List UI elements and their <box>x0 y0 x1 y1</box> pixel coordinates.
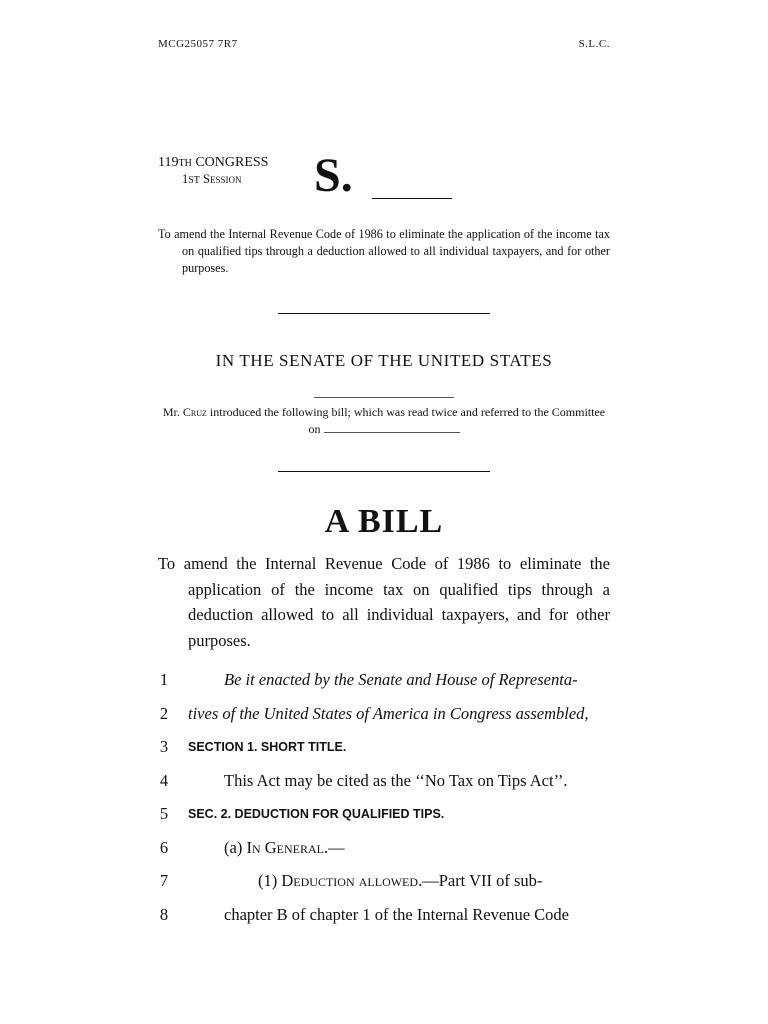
section-2-heading: SEC. 2. DEDUCTION FOR QUALIFIED TIPS. <box>188 807 445 821</box>
document-id: MCG25057 7R7 <box>158 38 238 50</box>
subsection-a-heading <box>224 838 345 858</box>
thin-divider <box>314 397 454 398</box>
paragraph-label: (1) <box>258 871 278 890</box>
congress-number <box>158 155 268 172</box>
divider-rule <box>278 471 490 472</box>
subsection-title: In General <box>246 838 324 857</box>
congress-word: CONGRESS <box>195 155 269 170</box>
session-number <box>182 172 242 187</box>
congress-num-suffix: TH <box>178 158 192 169</box>
short-title-text: This Act may be cited as the ‘‘No Tax on Tips Act’’. <box>224 771 568 790</box>
senate-heading: IN THE SENATE OF THE UNITED STATES <box>215 351 553 370</box>
sponsor-prefix: Mr. <box>162 405 180 419</box>
line-number: 8 <box>159 905 169 924</box>
congress-num: 119 <box>158 155 179 170</box>
enacting-clause-line-1: Be it enacted by the Senate and House of Representa- <box>224 670 578 689</box>
subsection-dash: .— <box>323 838 345 857</box>
line-number: 3 <box>159 737 169 756</box>
line-number: 1 <box>159 670 169 689</box>
purpose-summary: To amend the Internal Revenue Code of 1986 to eliminate the application of the income tax on qualified tips through a deduction allowed to all individual taxpayers, and for other purposes. <box>158 227 610 275</box>
session-num: 1 <box>182 172 189 186</box>
paragraph-1-continued: chapter B of chapter 1 of the Internal Revenue Code <box>224 905 569 924</box>
line-number: 7 <box>159 871 169 890</box>
bill-number-blank <box>372 198 452 199</box>
sponsor-name: Cruz <box>182 405 207 419</box>
bill-purpose: To amend the Internal Revenue Code of 1986 to eliminate the application of the income tax on qualified tips through a deduction allowed to all individual taxpayers, and for other purposes. <box>158 554 610 650</box>
divider-rule <box>278 313 490 314</box>
subsection-label: (a) <box>224 838 243 857</box>
bill-title: A BILL <box>324 503 444 540</box>
introduction-statement <box>158 404 610 438</box>
line-number: 5 <box>159 804 169 823</box>
senate-bill-mark: S. <box>314 149 353 202</box>
introduction-text: introduced the following bill; which was read twice and referred to the Committee on <box>209 405 606 436</box>
line-number: 2 <box>159 704 169 723</box>
paragraph-1-heading <box>258 871 542 891</box>
session-word: Session <box>203 172 242 186</box>
paragraph-text: .—Part VII of sub- <box>418 871 543 890</box>
committee-blank <box>324 422 460 433</box>
slc-label: S.L.C. <box>578 38 610 50</box>
paragraph-title: Deduction allowed <box>281 871 419 890</box>
session-num-suffix: ST <box>188 175 200 186</box>
line-number: 4 <box>159 771 169 790</box>
line-number: 6 <box>159 838 169 857</box>
enacting-clause-line-2: tives of the United States of America in Congress assembled, <box>188 704 589 723</box>
section-1-heading: SECTION 1. SHORT TITLE. <box>188 740 347 754</box>
